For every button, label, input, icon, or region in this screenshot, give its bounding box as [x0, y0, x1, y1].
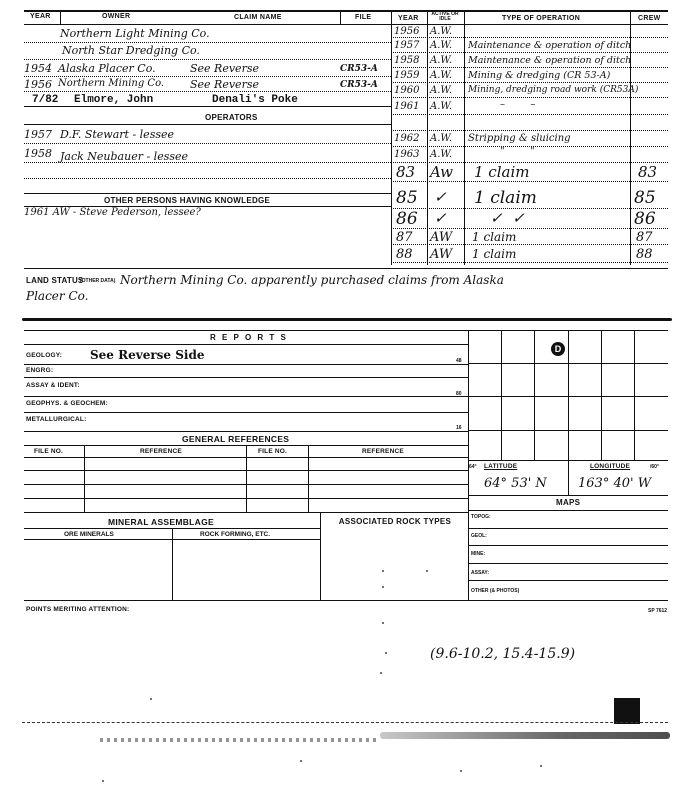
owner-name: North Star Dredging Co.	[62, 44, 200, 57]
owner-name: Elmore, John	[74, 94, 154, 106]
scan-registration-mark	[614, 698, 640, 724]
location-grid	[468, 330, 668, 460]
row-line	[391, 97, 668, 98]
rock-forming-label: ROCK FORMING, ETC.	[200, 531, 271, 538]
activity-crew: 87	[636, 230, 653, 245]
row-line	[24, 364, 468, 365]
ditto-mark: ✓ ✓	[490, 209, 525, 227]
activity-year: 1957	[394, 40, 420, 51]
activity-year: 86	[396, 209, 418, 229]
activity-status: A.W.	[430, 85, 453, 96]
other-persons-label: OTHER PERSONS HAVING KNOWLEDGE	[104, 196, 271, 205]
header-active-idle: ACTIVE OR IDLE	[431, 11, 459, 22]
activity-year: 88	[396, 247, 413, 262]
operator-name: Jack Neubauer - lessee	[60, 150, 189, 163]
activity-status: AW	[430, 230, 453, 245]
topog-label: TOPOG:	[471, 514, 491, 520]
land-status-sublabel: (OTHER DATA)	[80, 278, 116, 284]
maps-label: MAPS	[556, 498, 581, 507]
row-line	[468, 510, 668, 511]
activity-status: A.W.	[430, 55, 453, 66]
activity-status: A.W.	[430, 70, 453, 81]
file-number: CR53-A	[340, 64, 378, 74]
activity-operation: Mining & dredging (CR 53-A)	[468, 70, 611, 81]
row-line	[24, 377, 468, 378]
header-bottom-border	[24, 24, 668, 25]
activity-status: A.W.	[430, 149, 453, 160]
activity-status: A.W.	[430, 40, 453, 51]
latitude-value: 64° 53' N	[484, 476, 547, 491]
divider	[172, 528, 173, 600]
row-line	[391, 114, 668, 115]
file-number: CR53-A	[340, 80, 378, 90]
activity-year: 1962	[394, 133, 420, 144]
activity-year: 87	[396, 230, 413, 245]
activity-year: 1963	[394, 149, 420, 160]
assay-ident-label: ASSAY & IDENT:	[26, 382, 80, 389]
row-line	[24, 396, 468, 397]
row-line	[391, 37, 668, 38]
engrg-label: ENGRG:	[26, 367, 54, 374]
operator-name: D.F. Stewart - lessee	[60, 128, 175, 141]
row-line	[24, 600, 668, 601]
land-status-text: Placer Co.	[26, 289, 89, 303]
col-file-no: FILE NO.	[258, 448, 288, 455]
col-reference: REFERENCE	[140, 448, 182, 455]
other-photos-label: OTHER (& PHOTOS)	[471, 588, 520, 594]
header-crew: CREW	[638, 15, 661, 22]
scan-noise-band	[380, 732, 670, 739]
scan-speck	[300, 760, 302, 762]
margin-number: 48	[456, 358, 462, 364]
scan-speck	[382, 622, 384, 624]
row-line	[24, 512, 468, 513]
activity-crew: 85	[634, 188, 656, 208]
activity-crew: 83	[638, 163, 658, 181]
activity-operation: Maintenance & operation of ditch	[468, 40, 632, 51]
activity-operation: 1 claim	[474, 188, 537, 208]
owner-name: Alaska Placer Co.	[58, 62, 156, 75]
row-line	[24, 162, 391, 163]
row-line	[391, 52, 668, 53]
scan-noise-band	[100, 738, 380, 742]
activity-operation: Maintenance & operation of ditch	[468, 55, 632, 66]
divider	[84, 445, 85, 512]
scan-speck	[102, 780, 104, 782]
row-line	[391, 82, 668, 83]
form-code: SP 7612	[648, 608, 668, 614]
owner-name: Northern Light Mining Co.	[60, 27, 210, 40]
row-line	[24, 106, 391, 107]
longitude-label: LONGITUDE	[590, 463, 631, 470]
ore-minerals-label: ORE MINERALS	[64, 531, 114, 538]
points-note: (9.6-10.2, 15.4-15.9)	[430, 646, 576, 662]
geology-value: See Reverse Side	[90, 348, 205, 362]
scan-speck	[382, 570, 384, 572]
header-file: FILE	[355, 14, 372, 21]
row-line	[391, 130, 668, 131]
operator-year: 1958	[24, 147, 52, 160]
geophys-label: GEOPHYS. & GEOCHEM:	[26, 400, 108, 407]
ditto-mark: – –	[500, 99, 536, 110]
divider	[308, 445, 309, 512]
row-line	[391, 262, 668, 263]
margin-number: 16	[456, 425, 462, 431]
row-line	[468, 495, 668, 496]
divider	[568, 460, 569, 495]
row-line	[391, 67, 668, 68]
scan-speck	[380, 672, 382, 674]
activity-status: A.W.	[430, 26, 453, 37]
top-border	[24, 10, 668, 12]
activity-operation: 1 claim	[474, 163, 530, 181]
activity-crew: 86	[634, 209, 656, 229]
operators-label: OPERATORS	[205, 113, 258, 122]
col-file-no: FILE NO.	[34, 448, 64, 455]
row-line	[24, 268, 668, 269]
scan-speck	[150, 698, 152, 700]
owner-year: 1956	[24, 78, 52, 91]
divider	[60, 10, 61, 24]
reports-title: R E P O R T S	[210, 333, 288, 342]
metallurgical-label: METALLURGICAL:	[26, 416, 87, 423]
lat-prefix: 64°	[469, 464, 477, 470]
activity-year: 1960	[394, 85, 420, 96]
divider	[391, 10, 392, 265]
land-status-text: Northern Mining Co. apparently purchased claims from Alaska	[120, 273, 504, 287]
geology-label: GEOLOGY:	[26, 352, 63, 359]
activity-operation: Mining, dredging road work (CR53A)	[468, 85, 639, 95]
header-year-activity: YEAR	[398, 15, 419, 22]
activity-status: Aw	[430, 163, 453, 181]
row-line	[468, 528, 668, 529]
activity-status: A.W.	[430, 101, 453, 112]
divider	[464, 10, 465, 265]
check-mark: ✓	[434, 188, 447, 206]
row-line	[391, 181, 668, 182]
mineral-assemblage-title: MINERAL ASSEMBLAGE	[108, 517, 214, 527]
row-line	[24, 412, 468, 413]
activity-status: AW	[430, 247, 453, 262]
row-line	[24, 431, 468, 432]
scan-speck	[382, 586, 384, 588]
row-line	[24, 124, 391, 125]
row-line	[24, 59, 391, 60]
activity-crew: 88	[636, 247, 653, 262]
row-line	[468, 563, 668, 564]
owner-year: 7/82	[32, 94, 59, 106]
activity-year: 1958	[394, 55, 420, 66]
scan-speck	[426, 570, 428, 572]
assay-label: ASSAY:	[471, 570, 490, 576]
row-line	[24, 76, 391, 77]
lon-prefix: /60°	[650, 464, 659, 470]
activity-year: 1959	[394, 70, 420, 81]
operator-year: 1957	[24, 128, 52, 141]
row-line	[391, 228, 668, 229]
activity-year: 1956	[394, 26, 420, 37]
header-year: YEAR	[30, 13, 51, 20]
activity-year: 85	[396, 188, 418, 208]
margin-number: 80	[456, 391, 462, 397]
activity-operation: Stripping & sluicing	[468, 133, 571, 144]
land-status-label: LAND STATUS	[26, 276, 84, 285]
activity-status: A.W.	[430, 133, 453, 144]
divider	[427, 10, 428, 265]
claim-name: See Reverse	[190, 78, 259, 91]
mine-label: MINE:	[471, 551, 486, 557]
row-line	[24, 143, 391, 144]
activity-operation: 1 claim	[472, 247, 517, 261]
scan-speck	[540, 765, 542, 767]
row-line	[24, 42, 391, 43]
row-line	[391, 208, 668, 209]
scan-speck	[460, 770, 462, 772]
row-line	[24, 344, 468, 345]
activity-year: 83	[396, 163, 416, 181]
owner-name: Northern Mining Co.	[58, 78, 165, 89]
section-divider	[22, 318, 672, 321]
row-line	[468, 580, 668, 581]
general-references-title: GENERAL REFERENCES	[182, 434, 290, 444]
scan-speck	[385, 652, 387, 654]
ditto-mark: " "	[500, 146, 535, 157]
location-marker: D	[551, 342, 565, 356]
activity-year: 1961	[394, 101, 420, 112]
scan-noise-line	[22, 722, 668, 724]
header-owner: OWNER	[102, 13, 131, 20]
divider	[320, 512, 321, 600]
longitude-value: 163° 40' W	[578, 476, 652, 491]
check-mark: ✓	[434, 209, 447, 227]
row-line	[468, 545, 668, 546]
divider	[340, 10, 341, 24]
header-type-of-operation: TYPE OF OPERATION	[502, 15, 581, 22]
points-meriting-attention-label: POINTS MERITING ATTENTION:	[26, 606, 130, 613]
owner-year: 1954	[24, 62, 52, 75]
geol-label: GEOL:	[471, 533, 487, 539]
associated-rock-types-label: ASSOCIATED ROCK TYPES	[338, 517, 452, 526]
latitude-label: LATITUDE	[484, 463, 518, 470]
col-reference: REFERENCE	[362, 448, 404, 455]
claim-name: See Reverse	[190, 62, 259, 75]
row-line	[24, 178, 391, 179]
header-claim-name: CLAIM NAME	[234, 14, 282, 21]
claim-name: Denali's Poke	[212, 94, 298, 106]
divider	[246, 445, 247, 512]
activity-operation: 1 claim	[472, 230, 517, 244]
other-person: 1961 AW - Steve Pederson, lessee?	[24, 207, 201, 218]
row-line	[24, 91, 391, 92]
row-line	[24, 193, 391, 194]
